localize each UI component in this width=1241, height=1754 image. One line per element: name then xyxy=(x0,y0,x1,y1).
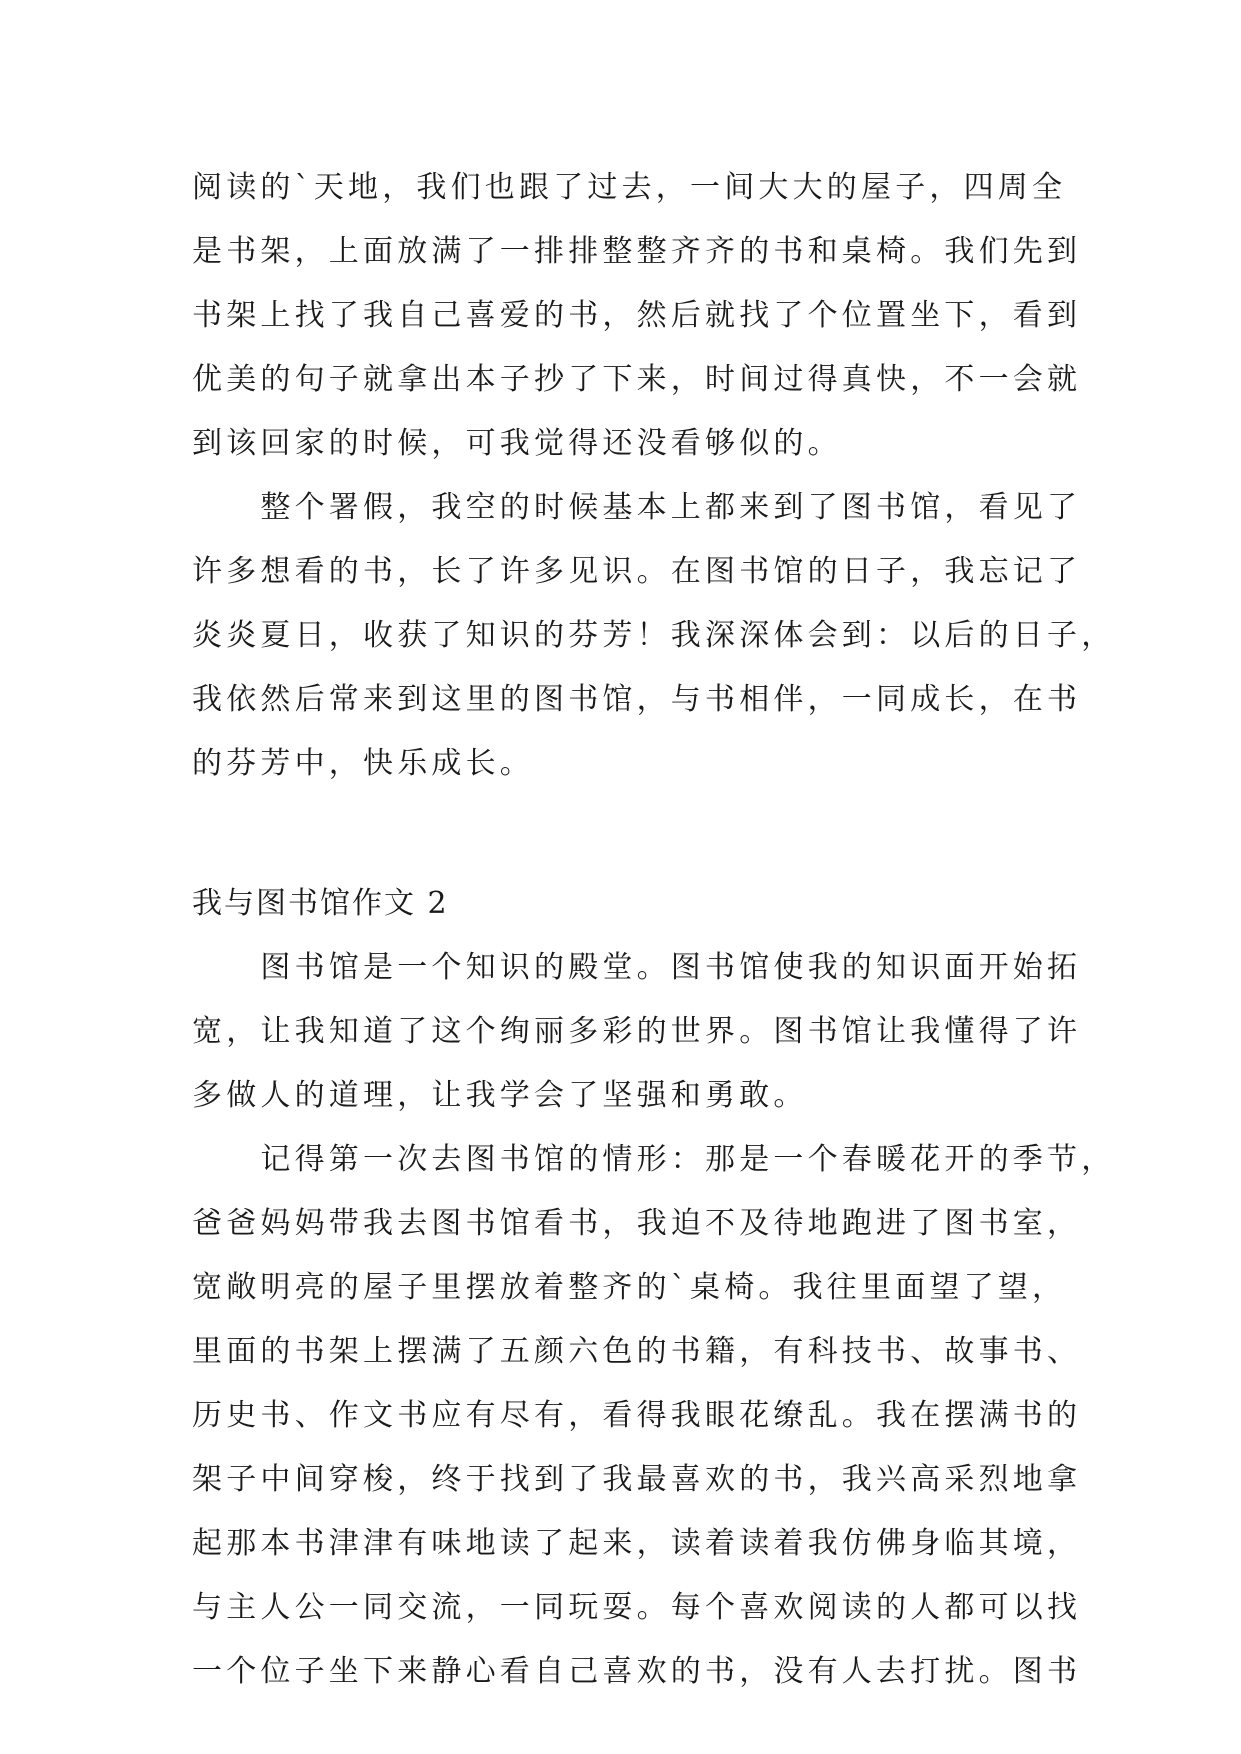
text-line: 书架上找了我自己喜爱的书，然后就找了个位置坐下，看到 xyxy=(192,298,1082,333)
text-line: 宽敞明亮的屋子里摆放着整齐的`桌椅。我往里面望了望， xyxy=(192,1270,1067,1305)
text-line: 多做人的道理，让我学会了坚强和勇敢。 xyxy=(192,1078,808,1113)
text-line: 架子中间穿梭，终于找到了我最喜欢的书，我兴高采烈地拿 xyxy=(192,1462,1082,1497)
text-line: 历史书、作文书应有尽有，看得我眼花缭乱。我在摆满书的 xyxy=(192,1398,1082,1433)
text-line: 图书馆是一个知识的殿堂。图书馆使我的知识面开始拓 xyxy=(192,950,1082,985)
text-line: 炎炎夏日，收获了知识的芬芳！我深深体会到：以后的日子， xyxy=(192,618,1116,653)
section-gap xyxy=(192,796,1052,872)
text-line: 优美的句子就拿出本子抄了下来，时间过得真快，不一会就 xyxy=(192,362,1082,397)
document-body xyxy=(192,156,1116,1704)
text-line: 的芬芳中，快乐成长。 xyxy=(192,746,534,781)
text-line: 爸爸妈妈带我去图书馆看书，我迫不及待地跑进了图书室， xyxy=(192,1206,1082,1241)
text-line: 阅读的`天地，我们也跟了过去，一间大大的屋子，四周全 xyxy=(192,170,1067,205)
text-line: 宽，让我知道了这个绚丽多彩的世界。图书馆让我懂得了许 xyxy=(192,1014,1082,1049)
essay-heading: 我与图书馆作文 2 xyxy=(192,886,449,921)
text-line: 许多想看的书，长了许多见识。在图书馆的日子，我忘记了 xyxy=(192,554,1082,589)
text-line: 我依然后常来到这里的图书馆，与书相伴，一同成长，在书 xyxy=(192,682,1082,717)
text-line: 记得第一次去图书馆的情形：那是一个春暖花开的季节， xyxy=(192,1142,1116,1177)
text-line: 是书架，上面放满了一排排整整齐齐的书和桌椅。我们先到 xyxy=(192,234,1082,269)
text-line: 一个位子坐下来静心看自己喜欢的书，没有人去打扰。图书 xyxy=(192,1654,1082,1689)
text-line: 整个署假，我空的时候基本上都来到了图书馆，看见了 xyxy=(192,490,1082,525)
text-line: 里面的书架上摆满了五颜六色的书籍，有科技书、故事书、 xyxy=(192,1334,1082,1369)
text-line: 到该回家的时候，可我觉得还没看够似的。 xyxy=(192,426,842,461)
text-line: 与主人公一同交流，一同玩耍。每个喜欢阅读的人都可以找 xyxy=(192,1590,1082,1625)
text-line: 起那本书津津有味地读了起来，读着读着我仿佛身临其境， xyxy=(192,1526,1082,1561)
